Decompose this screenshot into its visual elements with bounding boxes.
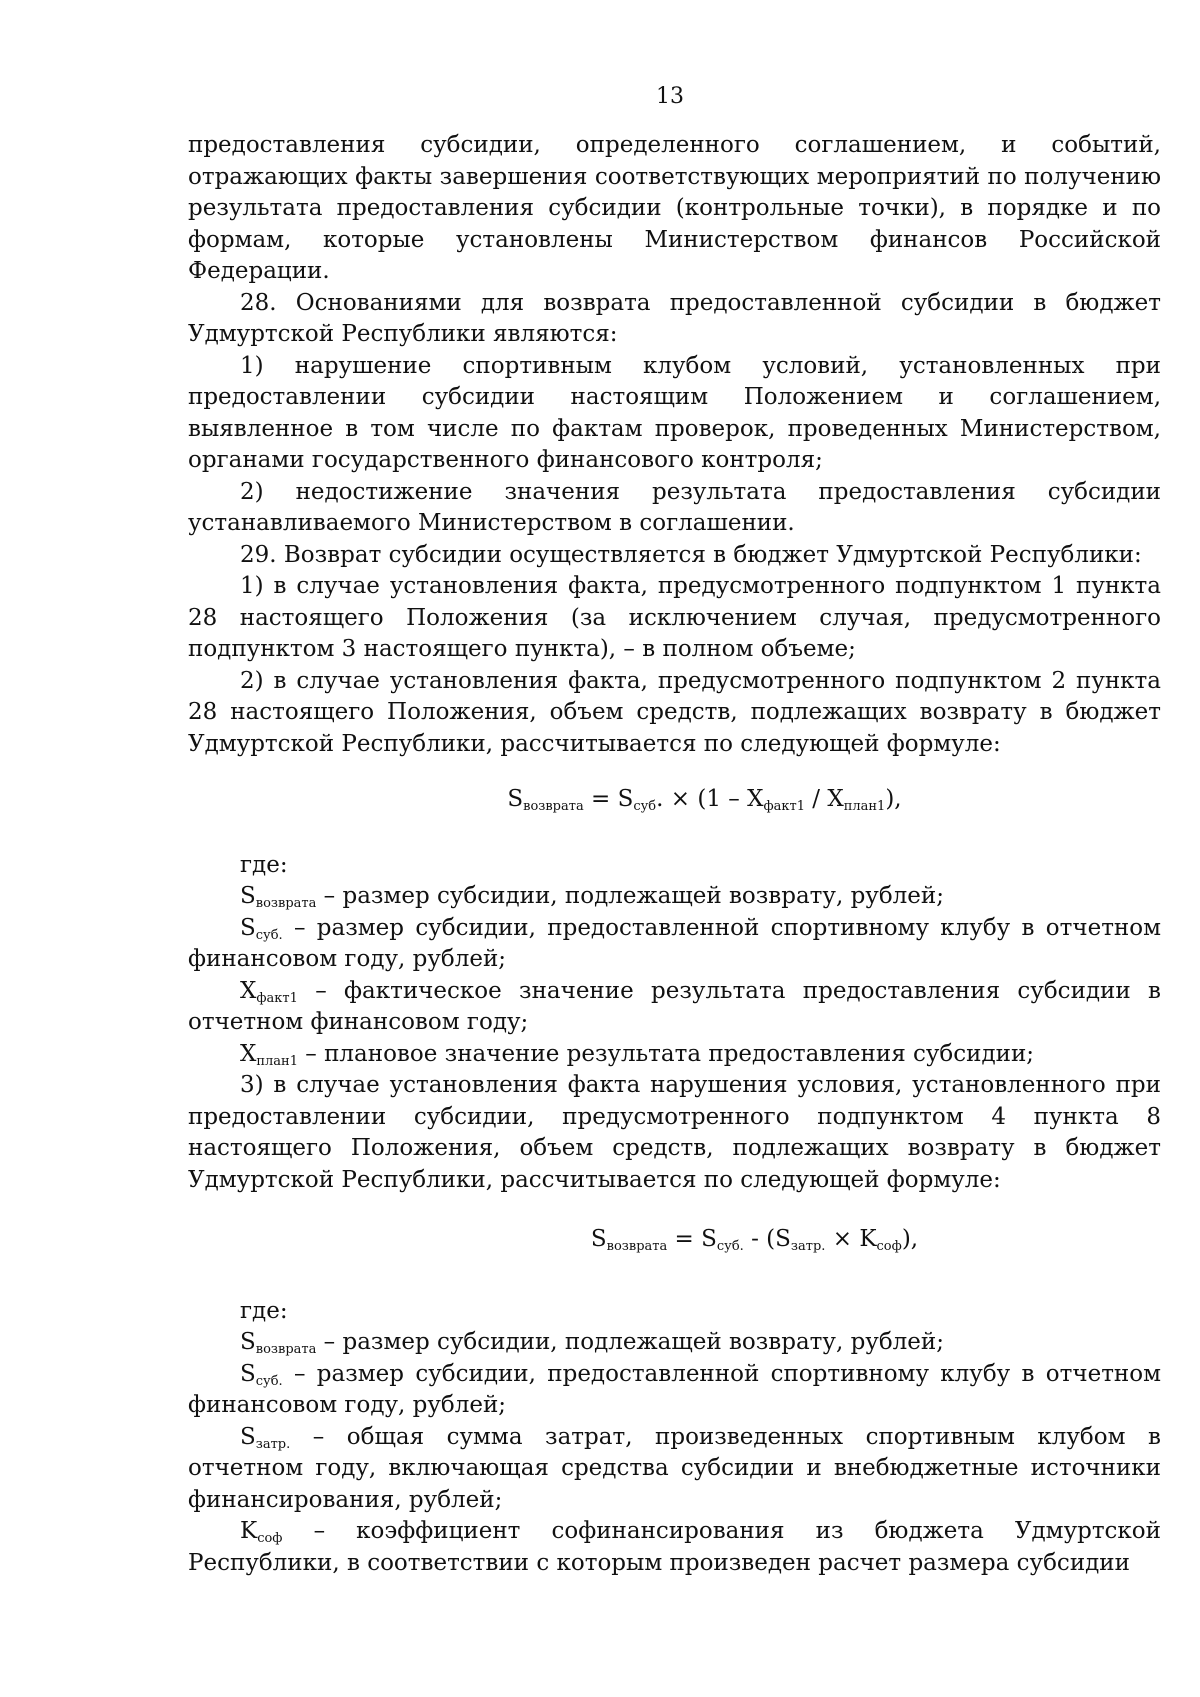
paragraph-29-1: 1) в случае установления факта, предусмотренного подпунктом 1 пункта 28 настоящего Положения (за исключением случая, предусмотренного подпунктом 3 настоящего пункта), – в полном объеме; xyxy=(188,573,1161,662)
definition-text: – плановое значение результата предоставления субсидии; xyxy=(297,1040,1035,1067)
where-label: где: xyxy=(240,1297,288,1324)
formula-subscript: план1 xyxy=(843,799,886,814)
formula-subscript: возврата xyxy=(523,799,584,814)
definition-subscript: факт1 xyxy=(256,990,298,1006)
formula-symbol: S xyxy=(617,786,634,812)
paragraph-29-3: 3) в случае установления факта нарушения условия, установленного при предоставлении субсидии, предусмотренного подпунктом 4 пункта 8 настоящего Положения, объем средств, подлежащих возврату в бюджет Удмуртской Республики, рассчитывается по следующей формуле: xyxy=(188,1072,1161,1193)
formula-symbol: X xyxy=(747,786,764,812)
formula-operator: = xyxy=(583,786,618,812)
formula-operator: = xyxy=(667,1226,702,1252)
formula-operator: / xyxy=(804,786,828,812)
definition-text: – размер субсидии, предоставленной спортивному клубу в отчетном финансовом году, рублей; xyxy=(188,1360,1161,1418)
formula-subscript: затр. xyxy=(790,1239,826,1254)
definition xyxy=(188,1327,1161,1359)
definition-symbol: S xyxy=(240,1329,256,1355)
formula-symbol: K xyxy=(859,1226,877,1252)
definition-symbol: S xyxy=(240,1360,256,1387)
formula-subscript: суб. xyxy=(716,1239,744,1254)
definition-subscript: план1 xyxy=(256,1053,298,1069)
formula-subscript: суб xyxy=(633,799,657,814)
paragraph-28-2: 2) недостижение значения результата предоставления субсидии устанавливаемого Министерством в соглашении. xyxy=(188,478,1161,536)
formula-refund-1 xyxy=(248,784,1161,816)
definition xyxy=(188,1359,1161,1422)
definition xyxy=(188,1516,1161,1579)
definition-symbol: K xyxy=(240,1518,258,1544)
document-body xyxy=(188,130,1161,1579)
definition-text: – размер субсидии, подлежащей возврату, рублей; xyxy=(316,883,944,909)
formula-subscript: возврата xyxy=(606,1239,668,1254)
paragraph: предоставления субсидии, определенного соглашением, и событий, отражающих факты завершения соответствующих мероприятий по получению результата предоставления субсидии (контрольные точки), в порядке и по формам, которые установлены Министерством финансов Российской Федерации. xyxy=(188,132,1161,284)
definition-symbol: S xyxy=(240,883,256,909)
definition xyxy=(188,881,1161,913)
formula-symbol: S xyxy=(590,1226,607,1252)
paragraph-28: 28. Основаниями для возврата предоставленной субсидии в бюджет Удмуртской Республики являются: xyxy=(188,289,1161,347)
paragraph-29: 29. Возврат субсидии осуществляется в бюджет Удмуртской Республики: xyxy=(240,541,1142,568)
definition-subscript: соф xyxy=(257,1531,283,1546)
definition-text: – фактическое значение результата предоставления субсидии в отчетном финансовом году; xyxy=(188,977,1161,1035)
definition-subscript: суб. xyxy=(255,1373,283,1389)
definition-text: – размер субсидии, подлежащей возврату, рублей; xyxy=(316,1329,944,1355)
definition-subscript: затр. xyxy=(255,1436,291,1452)
definition-text: – общая сумма затрат, произведенных спортивным клубом в отчетном году, включающая средства субсидии и внебюджетные источники финансирования, рублей; xyxy=(188,1423,1161,1513)
definition xyxy=(188,1039,1161,1071)
formula-symbol: S xyxy=(775,1226,791,1252)
definition-symbol: S xyxy=(240,914,256,941)
definition-subscript: суб. xyxy=(255,927,283,943)
definition-text: – коэффициент софинансирования из бюджета Удмуртской Республики, в соответствии с которым произведен расчет размера субсидии xyxy=(188,1518,1161,1576)
formula-operator: ), xyxy=(901,1226,919,1252)
definition-text: – размер субсидии, предоставленной спортивному клубу в отчетном финансовом году, рублей; xyxy=(188,914,1161,972)
formula-operator: . × (1 – xyxy=(656,786,748,812)
formula-operator: ), xyxy=(885,786,902,812)
formula-refund-2 xyxy=(348,1224,1161,1256)
where-label: где: xyxy=(240,851,288,878)
definition-subscript: возврата xyxy=(255,1342,317,1357)
paragraph-29-2: 2) в случае установления факта, предусмотренного подпунктом 2 пункта 28 настоящего Положения, объем средств, подлежащих возврату в бюджет Удмуртской Республики, рассчитывается по следующей формуле: xyxy=(188,667,1161,757)
definition xyxy=(188,1422,1161,1517)
definition-subscript: возврата xyxy=(255,896,317,911)
page-number: 13 xyxy=(656,84,684,109)
definition-symbol: X xyxy=(240,1040,257,1067)
formula-symbol: S xyxy=(701,1226,717,1252)
definition xyxy=(188,976,1161,1039)
formula-operator: - ( xyxy=(743,1226,776,1252)
paragraph-28-1: 1) нарушение спортивным клубом условий, установленных при предоставлении субсидии настоящим Положением и соглашением, выявленное в том числе по фактам проверок, проведенных Министерством, органами государственного финансового контроля; xyxy=(188,352,1161,473)
formula-symbol: S xyxy=(507,786,524,812)
definition xyxy=(188,913,1161,976)
formula-symbol: X xyxy=(827,786,844,812)
formula-operator: × xyxy=(825,1226,860,1252)
definition-symbol: S xyxy=(240,1423,256,1450)
formula-subscript: факт1 xyxy=(763,799,805,814)
definition-symbol: X xyxy=(240,977,257,1004)
formula-subscript: соф xyxy=(876,1239,902,1254)
